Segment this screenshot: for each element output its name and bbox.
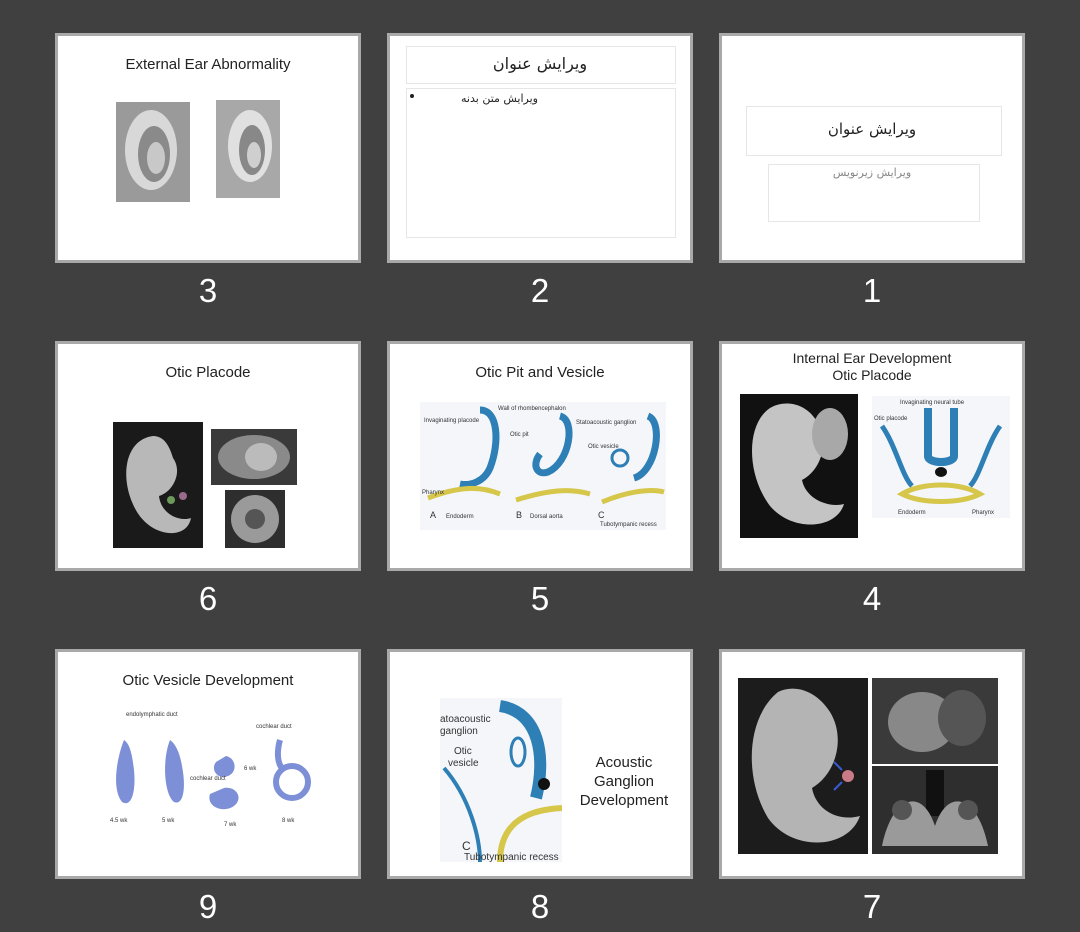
slide-thumbnail-5[interactable] <box>387 341 693 571</box>
diagram-label: Otic placode <box>874 416 908 422</box>
diagram-label: Otic pit <box>510 432 529 438</box>
slide-number: 2 <box>530 272 550 309</box>
diagram-label: 7 wk <box>224 822 237 828</box>
embryo-sem-photo <box>738 678 868 854</box>
slide-title: ویرایش عنوان <box>492 54 588 73</box>
diagram-label: 8 wk <box>282 818 295 824</box>
slide-number: 5 <box>530 580 550 617</box>
diagram-label: Tubotympanic recess <box>600 522 657 528</box>
diagram-label: Dorsal aorta <box>530 514 563 520</box>
diagram-label: cochlear duct <box>190 776 226 782</box>
slide-number: 1 <box>862 272 882 309</box>
diagram-label: cochlear duct <box>256 724 292 730</box>
acoustic-ganglion-diagram <box>440 698 562 862</box>
slide-title-line1: Internal Ear Development <box>792 350 952 366</box>
diagram-label: endolymphatic duct <box>126 712 178 718</box>
slide-title: External Ear Abnormality <box>125 56 291 73</box>
bullet-icon <box>410 94 414 98</box>
slide-thumbnail-2[interactable] <box>387 33 693 263</box>
slide-thumbnail-6[interactable] <box>55 341 361 571</box>
slide-thumbnail-9[interactable] <box>55 649 361 879</box>
diagram-label: Invaginating placode <box>424 418 480 424</box>
diagram-label: atoacoustic <box>440 714 491 725</box>
embryo-photo <box>113 422 203 548</box>
diagram-label: Pharynx <box>422 490 445 496</box>
diagram-label: Endoderm <box>446 514 474 520</box>
otic-pit-sem-photo <box>872 678 998 764</box>
slide-title-line2: Otic Placode <box>832 367 912 383</box>
slide-number: 4 <box>862 580 882 617</box>
slide-thumbnail-3[interactable] <box>55 33 361 263</box>
diagram-label: Otic vesicle <box>588 444 619 450</box>
diagram-label: Pharynx <box>972 510 995 516</box>
diagram-label: ganglion <box>440 726 478 737</box>
diagram-label: C <box>462 839 471 853</box>
body-placeholder[interactable] <box>406 88 676 238</box>
slide-subtitle: ویرایش زیرنویس <box>832 166 912 179</box>
diagram-label: 5 wk <box>162 818 175 824</box>
diagram-label: 4.5 wk <box>110 818 128 824</box>
slide-title: Otic Pit and Vesicle <box>475 364 605 381</box>
embryo-photo <box>740 394 858 538</box>
ear-photo-right <box>216 100 280 198</box>
slide-number: 3 <box>198 272 218 309</box>
diagram-label: B <box>516 510 523 520</box>
body-text: ویرایش متن بدنه <box>461 92 538 105</box>
placode-photo <box>211 429 297 485</box>
slide-title: Otic Vesicle Development <box>122 672 294 689</box>
slide-title-line3: Development <box>579 792 669 809</box>
slide-title: ویرایش عنوان <box>827 120 917 138</box>
slide-title-line1: Acoustic <box>595 754 653 771</box>
cross-section-sem-photo <box>872 766 998 854</box>
slide-number: 7 <box>862 888 882 925</box>
slide-thumbnail-4[interactable] <box>719 341 1025 571</box>
vesicle-development-diagram <box>106 710 320 828</box>
slide-number: 6 <box>198 580 218 617</box>
slide-thumbnail-1[interactable] <box>719 33 1025 263</box>
slide-title: Otic Placode <box>165 364 251 381</box>
neural-tube-diagram <box>872 396 1010 518</box>
ear-photo-left <box>116 102 190 202</box>
slide-thumbnail-8[interactable] <box>387 649 693 879</box>
diagram-label: Endoderm <box>898 510 926 516</box>
diagram-label: A <box>430 510 437 520</box>
pit-photo <box>225 490 285 548</box>
diagram-label: Invaginating neural tube <box>900 400 965 406</box>
diagram-label: Wall of rhombencephalon <box>498 406 566 412</box>
diagram-label: Tubotympanic recess <box>464 852 559 862</box>
slide-number: 8 <box>530 888 550 925</box>
diagram-label: C <box>598 510 605 520</box>
diagram-label: 6 wk <box>244 766 257 772</box>
diagram-label: Otic <box>454 746 472 757</box>
slide-title-line2: Ganglion <box>593 773 655 790</box>
otic-pit-diagram <box>420 402 666 530</box>
slide-number: 9 <box>198 888 218 925</box>
diagram-label: Statoacoustic ganglion <box>576 420 637 426</box>
diagram-label: vesicle <box>448 758 479 769</box>
slide-thumbnail-7[interactable] <box>719 649 1025 879</box>
